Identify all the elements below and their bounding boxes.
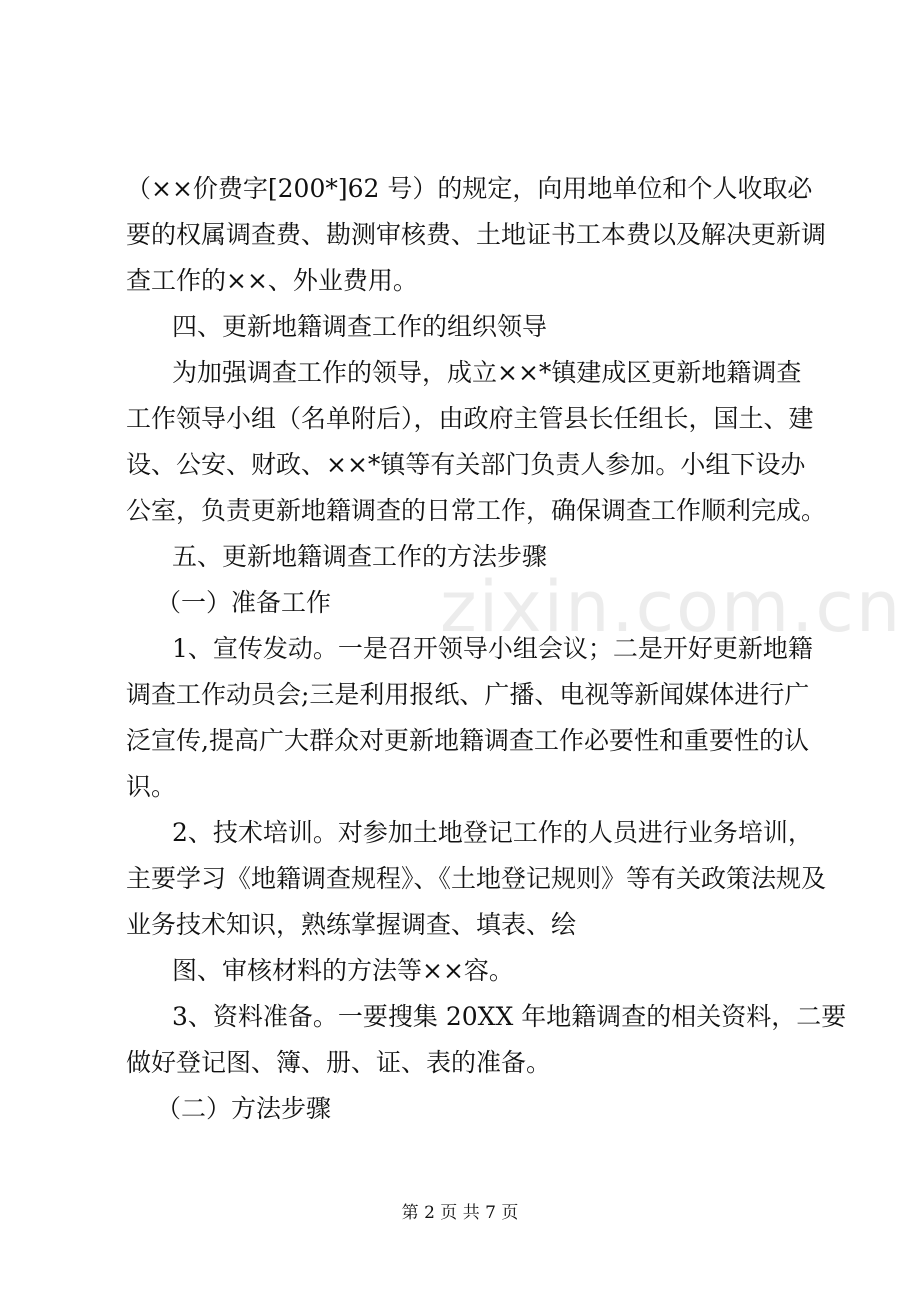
text-line: 调查工作动员会;三是利用报纸、广播、电视等新闻媒体进行广 (126, 680, 810, 709)
text-line: 公室，负责更新地籍调查的日常工作，确保调查工作顺利完成。 (126, 496, 827, 525)
text-line: 业务技术知识，熟练掌握调查、填表、绘 (126, 910, 577, 939)
text-line: 要的权属调查费、勘测审核费、土地证书工本费以及解决更新调 (126, 220, 827, 249)
watermark-text: zixin.com.cn (440, 566, 903, 648)
text-line: 识。 (126, 772, 177, 801)
text-line: 查工作的××、外业费用。 (126, 266, 418, 295)
subsection-heading: （二）方法步骤 (156, 1094, 332, 1123)
text-line: 设、公安、财政、××*镇等有关部门负责人参加。小组下设办 (126, 450, 806, 479)
text-line: 1、宣传发动。一是召开领导小组会议；二是开好更新地籍 (172, 634, 813, 663)
text-line: （××价费字[200*]62 号）的规定，向用地单位和个人收取必 (126, 174, 813, 203)
subsection-heading: （一）准备工作 (156, 588, 332, 617)
text-line: 做好登记图、簿、册、证、表的准备。 (126, 1048, 552, 1077)
section-heading: 四、更新地籍调查工作的组织领导 (172, 312, 548, 341)
text-line: 工作领导小组（名单附后），由政府主管县长任组长，国土、建 (126, 404, 814, 433)
text-line: 2、技术培训。对参加土地登记工作的人员进行业务培训， (172, 818, 813, 847)
document-body (126, 166, 847, 1132)
text-line: 图、审核材料的方法等××容。 (172, 956, 514, 985)
section-heading: 五、更新地籍调查工作的方法步骤 (172, 542, 548, 571)
page-footer: 第 2 页 共 7 页 (401, 1203, 519, 1223)
text-line: 为加强调查工作的领导，成立××*镇建成区更新地籍调查 (172, 358, 802, 387)
text-line: 主要学习《地籍调查规程》、《土地登记规则》等有关政策法规及 (126, 864, 827, 893)
text-line: 3、资料准备。一要搜集 20XX 年地籍调查的相关资料，二要 (172, 1002, 847, 1031)
text-line: 泛宣传,提高广大群众对更新地籍调查工作必要性和重要性的认 (126, 726, 809, 755)
